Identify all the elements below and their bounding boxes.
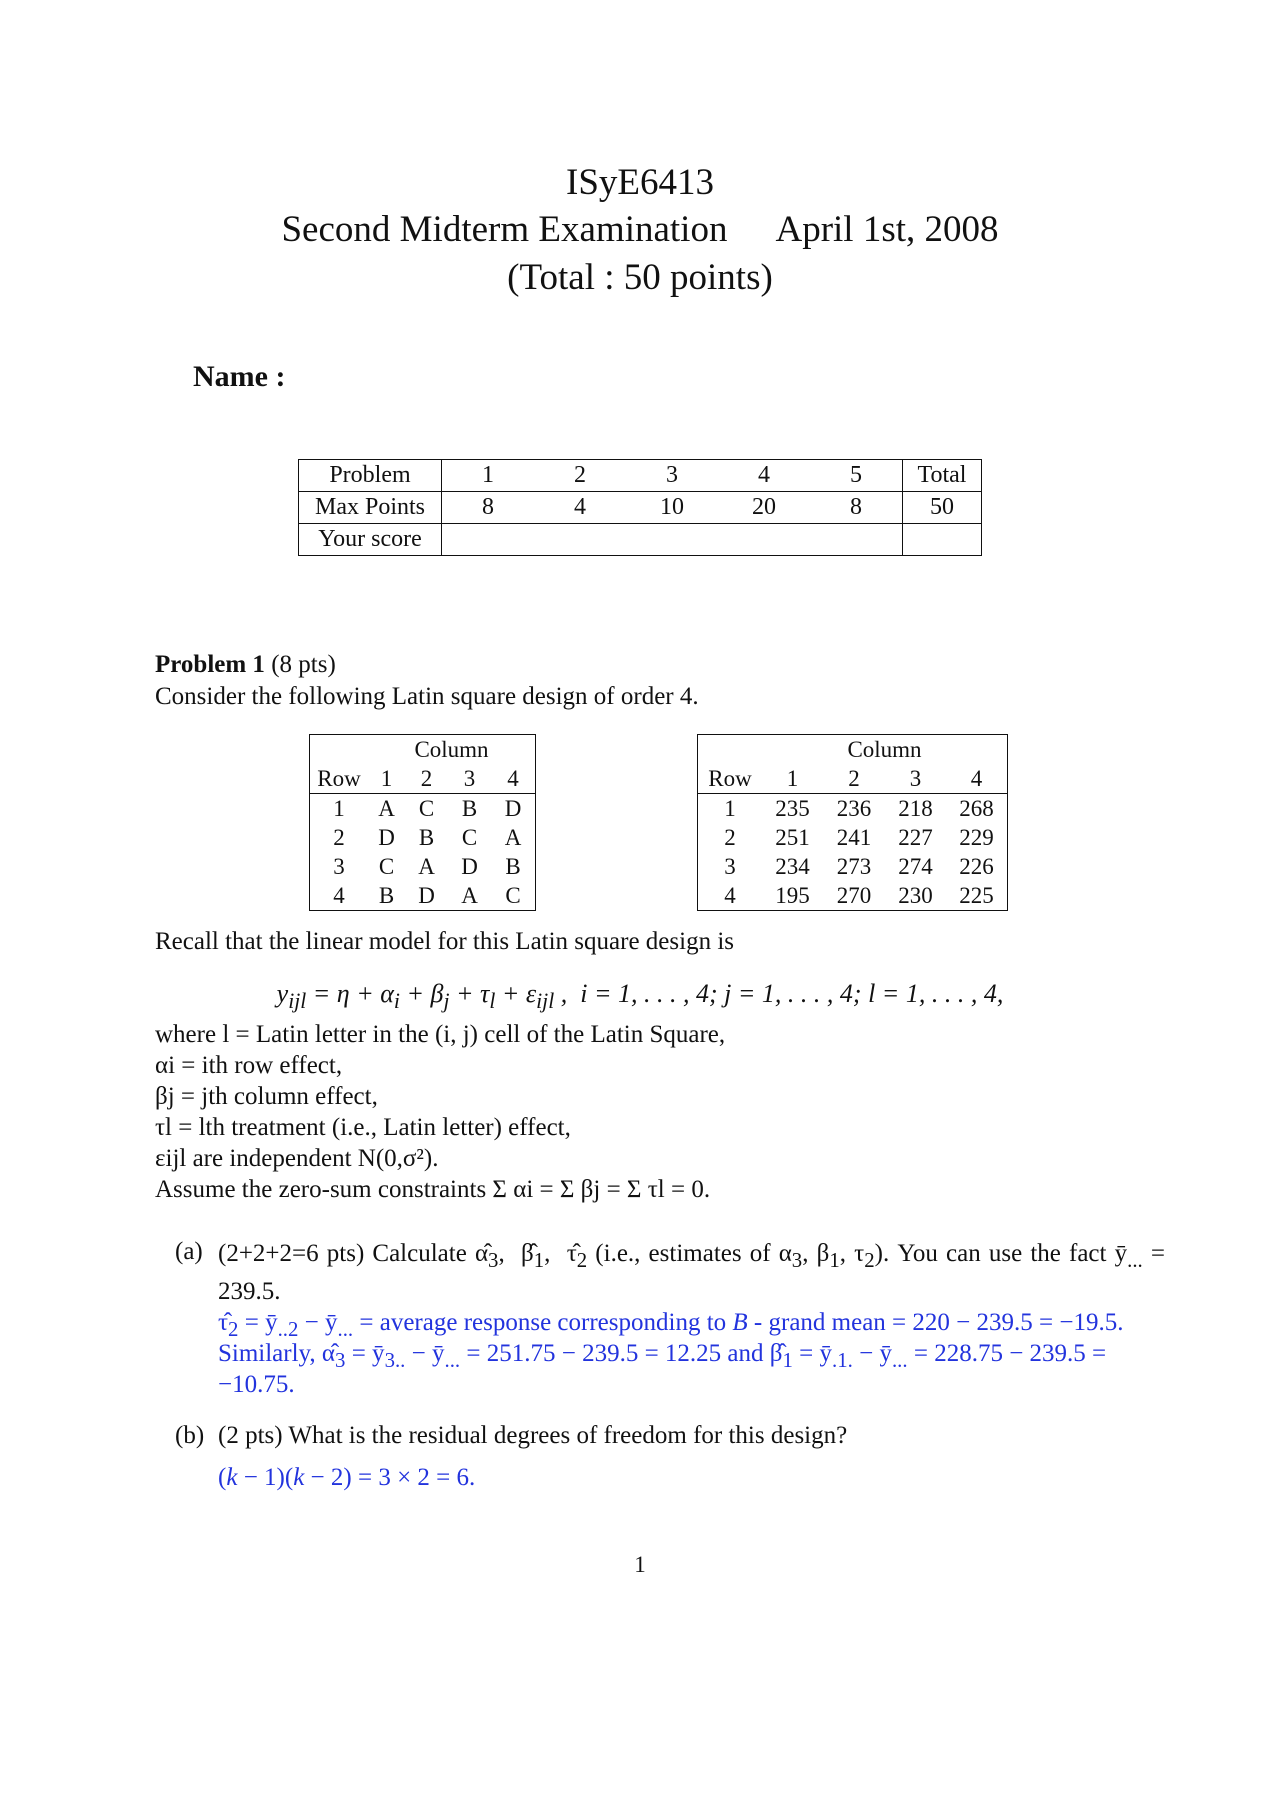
cell: A [461,882,478,908]
problem-num: 5 [810,460,903,492]
score-table [298,459,982,556]
total-points: (Total : 50 points) [507,257,773,298]
column-number: 4 [507,765,519,791]
table-row [698,881,1008,911]
table-row [698,794,1008,824]
row-label-max: Max Points [299,492,442,524]
cell: 225 [959,882,994,908]
column-number: 1 [786,765,799,791]
cell: A [368,794,405,824]
response-table [697,734,1008,911]
exam-name: Second Midterm Examination [281,209,728,250]
column-number: 3 [909,765,922,791]
max-points: 10 [626,492,718,524]
row-header: Row [317,765,361,791]
part-a-answer-line: Similarly, $\alphâ_3$ = $ȳ_{3..}$ − $ȳ_{...} = 251.75 - 239.5 = 12.25$ and $\betâ_1$ = $ȳ_{.1.}$ − $ȳ_{...} = 228.75 - 239.5$ = [218,1340,1107,1372]
cell: C [461,824,478,850]
row-number: 1 [310,794,369,824]
problem-num: 2 [534,460,626,492]
cell: D [491,794,536,824]
cell: B [505,853,521,879]
row-number: 2 [333,824,345,850]
cell: A [418,853,435,879]
part-a-answer-line: $\taû_2$ = $ȳ_{..2}$ − $ȳ_{...}$ = average response corresponding to B - grand mean = 220 − 239.5 = −19.5. [218,1309,1124,1341]
cell: 235 [762,794,823,824]
cell: 230 [898,882,933,908]
row-number: 4 [724,882,736,908]
cell: 274 [898,853,933,879]
where-line: βj = jth column effect, [155,1083,378,1110]
max-points: 8 [810,492,903,524]
problem-1-heading [155,651,336,679]
table-row [698,823,1008,852]
where-line: Assume the zero-sum constraints Σ αi = Σ βj = Σ τl = 0. [155,1176,711,1203]
part-b-question: (2 pts) What is the residual degrees of freedom for this design? [218,1422,848,1449]
row-label-problem: Problem [299,460,442,492]
column-number: 3 [463,765,476,791]
cell: 218 [885,794,946,824]
where-line: εijl are independent N(0,σ²). [155,1145,439,1172]
table-row [698,852,1008,881]
cell: B [378,882,395,908]
cell: 195 [775,882,810,908]
column-number: 2 [848,765,860,791]
where-line: where l = Latin letter in the (i, j) cell of the Latin Square, [155,1021,726,1048]
cell: 251 [775,824,810,850]
cell: 227 [898,824,933,850]
problem-num: 3 [626,460,718,492]
problem-num: 1 [442,460,535,492]
cell: D [418,882,435,908]
table-row [310,823,536,852]
cell: C [505,882,521,908]
where-line: αi = ith row effect, [155,1052,343,1079]
your-score-blank [442,524,903,556]
cell: D [378,824,395,850]
row-number: 1 [698,794,763,824]
column-header: Column [847,736,922,762]
cell: B [448,794,491,824]
where-line: τl = lth treatment (i.e., Latin letter) effect, [155,1114,571,1141]
column-header: Column [414,736,489,762]
cell: 268 [946,794,1008,824]
part-a-label: (a) [175,1238,203,1265]
table-row [310,881,536,911]
exam-title [0,207,1280,253]
column-number: 1 [380,765,393,791]
row-number: 3 [333,853,345,879]
name-label: Name : [193,360,286,393]
part-a-answer-line: −10.75. [218,1371,295,1398]
table-row [310,794,536,824]
cell: 226 [959,853,994,879]
cell: A [504,824,522,850]
part-b-label: (b) [175,1422,205,1449]
cell: 234 [775,853,810,879]
cell: 236 [823,794,885,824]
problem-total: Total [903,460,982,492]
score-row-yours [299,524,982,556]
cell: 229 [959,824,994,850]
cell: 273 [836,853,872,879]
page-number: 1 [634,1552,646,1577]
row-number: 2 [724,824,736,850]
cell: 270 [836,882,872,908]
latin-square-table [309,734,536,911]
model-equation: $y_{ijl} = \eta + \alpha_i + \beta_j + \tau_l + \varepsilon_{ijl}$ , i = 1, . . . , 4; j = 1, . . . , 4; l = 1, . . . , 4, [276,979,1004,1014]
cell: D [461,853,478,879]
max-total: 50 [903,492,982,524]
part-b-answer: (k − 1)(k − 2) = 3 × 2 = 6. [218,1464,476,1491]
max-points: 20 [718,492,810,524]
column-number: 2 [420,765,433,791]
cell: C [405,794,448,824]
problem-1-pts: (8 pts) [271,651,336,678]
recall-text: Recall that the linear model for this Latin square design is [155,928,735,955]
your-total-blank [903,524,982,556]
max-points: 8 [442,492,535,524]
cell: C [378,853,395,879]
row-header: Row [708,765,752,791]
score-row-problem [299,460,982,492]
score-row-max [299,492,982,524]
exam-date: April 1st, 2008 [775,209,999,250]
cell: 241 [836,824,872,850]
row-number: 3 [724,853,736,879]
course-title: ISyE6413 [566,162,714,203]
row-label-your-score: Your score [299,524,442,556]
cell: B [418,824,435,850]
part-a-question: (2+2+2=6 pts) Calculate $\alphâ_3$, $\betâ_1$, $\taû_2$ (i.e., estimates of $\alpha_3$, $\beta_1$, $\tau_2$). You can use the fact $ȳ_{...} = 239.5$. [218,1240,1165,1305]
row-number: 4 [333,882,345,908]
problem-1-title: Problem 1 [155,651,265,678]
problem-num: 4 [718,460,810,492]
column-number: 4 [970,765,983,791]
problem-1-intro: Consider the following Latin square design of order 4. [155,683,699,710]
max-points: 4 [534,492,626,524]
table-row [310,852,536,881]
